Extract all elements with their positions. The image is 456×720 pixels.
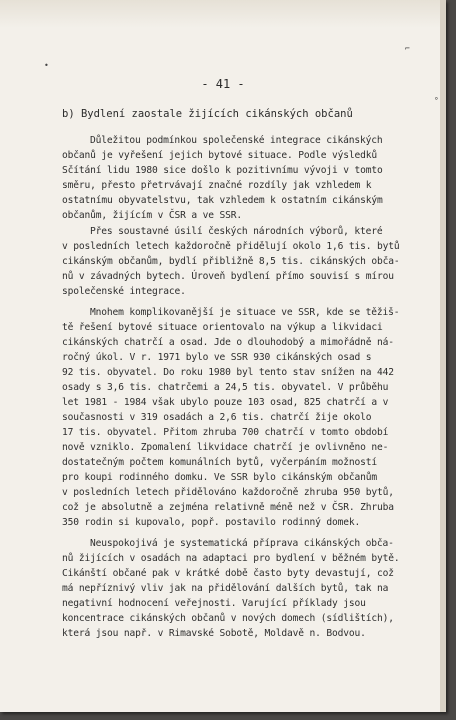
text-line: ročný úkol. V r. 1971 bylo ve SSR 930 cikánských osad s [62,352,372,363]
text-line: Mnohem komplikovanější je situace ve SSR, kde se těžiš- [90,307,400,318]
text-line: v posledních letech každoročně přidělují okolo 1,6 tis. bytů [62,241,400,252]
text-line: Přes soustavné úsilí českých národních výborů, které [90,226,383,237]
corner-mark: ⌐ [405,44,410,53]
text-line: občanům, žijícím v ČSR a ve SSR. [62,210,243,221]
page-top-edge [0,0,446,28]
text-line: osady s 3,6 tis. chatrčemi a 24,5 tis. obyvatel. V průběhu [62,382,389,393]
text-line: nů v závadných bytech. Úroveň bydlení přímo souvisí s mírou [62,271,394,282]
text-line: 17 tis. obyvatel. Přitom zhruba 700 chatrčí v tomto období [62,427,389,438]
text-line: Důležitou podmínkou společenské integrace cikánských [90,135,383,146]
text-line: 350 rodin si kupovalo, popř. postavilo rodinný domek. [62,517,361,528]
text-line: Cikánští občané pak v krátké době často byty devastují, což [62,568,394,579]
text-line: negativní hodnocení veřejnosti. Varující příklady jsou [62,598,366,609]
text-line: dostatečným počtem komunálních bytů, vyčerpáním možností [62,457,378,468]
section-heading: b) Bydlení zaostale žijících cikánských občanů [62,108,353,120]
text-line: koncentrace cikánských občanů v nových domech (sídlištích), [62,613,394,624]
page-number: - 41 - [201,77,245,91]
text-line: nů žijících v osadách na adaptaci pro bydlení v běžném bytě. [62,553,400,564]
text-line: tě řešení bytové situace orientovalo na výkup a likvidaci [62,322,383,333]
margin-dot: • [44,61,49,70]
text-line: 92 tis. obyvatel. Do roku 1980 byl tento stav snížen na 442 [62,367,394,378]
text-line: občanů je vyřešení jejich bytové situace. Podle výsledků [62,150,378,161]
margin-tick: ∘ [434,94,439,103]
text-line: což je absolutně a zejména relativně méně než v ČSR. Zhruba [62,502,394,513]
text-line: směru, přesto přetrvávají značné rozdíly jak vzhledem k [62,180,372,191]
text-line: která jsou např. v Rimavské Sobotě, Moldavě n. Bodvou. [62,628,366,639]
text-line: nově vzniklo. Zpomalení likvidace chatrčí je ovlivněno ne- [62,442,389,453]
text-line: let 1981 - 1984 však ubylo pouze 103 osad, 825 chatrčí a v [62,397,389,408]
text-line: pro koupi rodinného domku. Ve SSR bylo cikánským občanům [62,472,378,483]
text-line: cikánským občanům, bydlí přibližně 8,5 tis. cikánských obča- [62,256,400,267]
text-line: Neuspokojivá je systematická příprava cikánských obča- [90,538,394,549]
text-line: společenské integrace. [62,286,186,297]
text-line: současnosti v 319 osadách a 2,6 tis. chatrčí žije okolo [62,412,372,423]
text-line: v posledních letech přidělováno každoročně zhruba 950 bytů, [62,487,394,498]
text-line: má nepříznivý vliv jak na přidělování dalších bytů, tak na [62,583,389,594]
text-line: ostatnímu obyvatelstvu, tak vzhledem k ostatním cikánským [62,195,383,206]
text-line: Sčítání lidu 1980 sice došlo k pozitivnímu vývoji v tomto [62,165,383,176]
page-right-edge [440,0,446,712]
text-line: cikánských chatrčí a osad. Jde o dlouhodobý a mimořádně ná- [62,337,394,348]
